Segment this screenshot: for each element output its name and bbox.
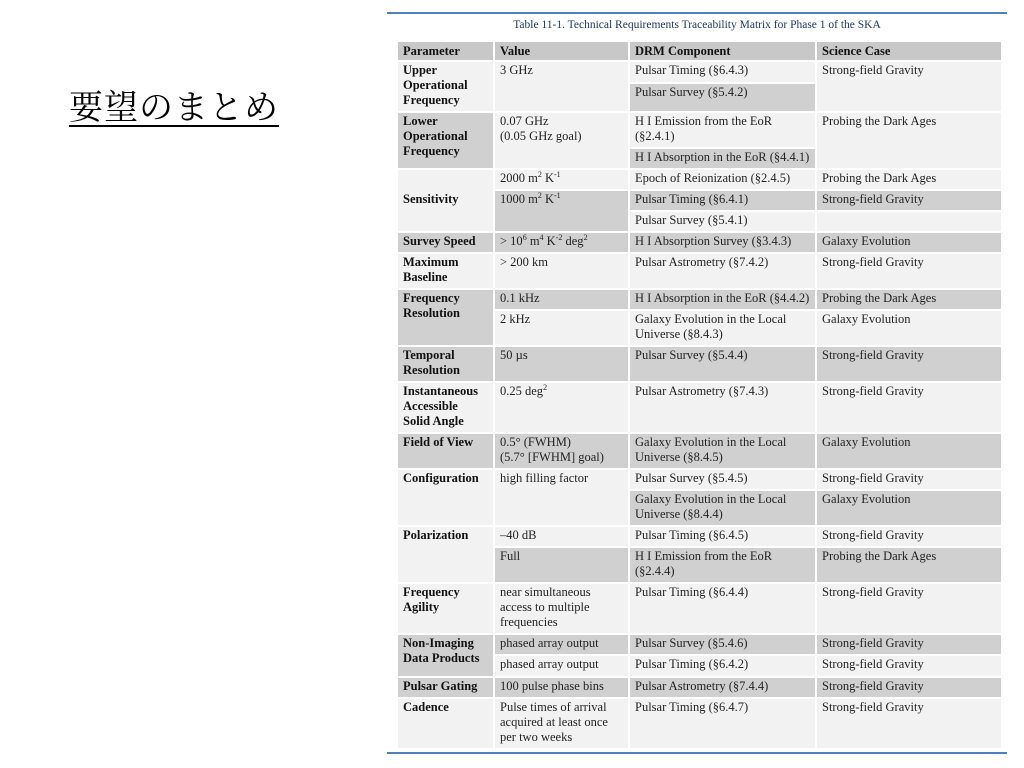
drm-cell: Pulsar Timing (§6.4.1) <box>629 190 816 211</box>
param-cell: Cadence <box>397 698 494 749</box>
science-cell: Probing the Dark Ages <box>816 169 1002 190</box>
value-cell: near simultaneous access to multiple frequencies <box>494 583 629 634</box>
value-cell: phased array output <box>494 634 629 655</box>
value-cell: 0.25 deg$^2$ <box>494 382 629 433</box>
value-cell: phased array output <box>494 655 629 677</box>
drm-cell: Pulsar Survey (§5.4.4) <box>629 346 816 382</box>
value-cell: –40 dB <box>494 526 629 547</box>
science-cell: Strong-field Gravity <box>816 346 1002 382</box>
drm-cell: Pulsar Astrometry (§7.4.4) <box>629 677 816 698</box>
science-cell <box>816 211 1002 232</box>
science-cell: Probing the Dark Ages <box>816 547 1002 583</box>
science-cell: Galaxy Evolution <box>816 232 1002 253</box>
value-cell: Pulse times of arrival acquired at least once per two weeks <box>494 698 629 749</box>
header-parameter: Parameter <box>397 41 494 61</box>
param-cell: Temporal Resolution <box>397 346 494 382</box>
table-row <box>397 469 1002 490</box>
drm-cell: Pulsar Timing (§6.4.2) <box>629 655 816 677</box>
drm-cell: Galaxy Evolution in the Local Universe (§8.4.3) <box>629 310 816 346</box>
science-cell: Probing the Dark Ages <box>816 289 1002 310</box>
table-row <box>397 677 1002 698</box>
table-row <box>397 61 1002 83</box>
table-row <box>397 634 1002 655</box>
drm-cell: Pulsar Survey (§5.4.6) <box>629 634 816 655</box>
param-cell: Lower Operational Frequency <box>397 112 494 169</box>
table-row <box>397 232 1002 253</box>
value-cell: 50 µs <box>494 346 629 382</box>
param-cell: Upper Operational Frequency <box>397 61 494 112</box>
value-cell: high filling factor <box>494 469 629 526</box>
table-row <box>397 289 1002 310</box>
table-caption: Table 11-1. Technical Requirements Traceability Matrix for Phase 1 of the SKA <box>513 19 881 31</box>
drm-cell: H I Absorption in the EoR (§4.4.1) <box>629 148 816 169</box>
science-cell: Galaxy Evolution <box>816 433 1002 469</box>
science-cell: Strong-field Gravity <box>816 655 1002 677</box>
value-cell: > 200 km <box>494 253 629 289</box>
table-row <box>397 698 1002 749</box>
science-cell: Strong-field Gravity <box>816 469 1002 490</box>
table-row <box>397 112 1002 148</box>
param-cell: Configuration <box>397 469 494 526</box>
value-cell: 0.1 kHz <box>494 289 629 310</box>
drm-cell: Epoch of Reionization (§2.4.5) <box>629 169 816 190</box>
value-cell: 0.07 GHz (0.05 GHz goal) <box>494 112 629 169</box>
drm-cell: Pulsar Survey (§5.4.1) <box>629 211 816 232</box>
science-cell: Galaxy Evolution <box>816 490 1002 526</box>
value-cell: 2000 $m^2$ $K^{-1}$ <box>494 169 629 190</box>
science-cell: Strong-field Gravity <box>816 382 1002 433</box>
drm-cell: Pulsar Astrometry (§7.4.3) <box>629 382 816 433</box>
science-cell: Strong-field Gravity <box>816 526 1002 547</box>
document-image <box>387 10 1007 758</box>
header-drm-component: DRM Component <box>629 41 816 61</box>
param-cell: Non-Imaging Data Products <box>397 634 494 677</box>
drm-cell: H I Absorption Survey (§3.4.3) <box>629 232 816 253</box>
value-cell: 100 pulse phase bins <box>494 677 629 698</box>
value-cell: > $10^6$ $m^4$ $K^{-2}$ deg$^2$ <box>494 232 629 253</box>
param-cell: Pulsar Gating <box>397 677 494 698</box>
param-cell: Polarization <box>397 526 494 583</box>
param-cell: Field of View <box>397 433 494 469</box>
drm-cell: Pulsar Survey (§5.4.2) <box>629 83 816 112</box>
drm-cell: Pulsar Timing (§6.4.3) <box>629 61 816 83</box>
param-cell: Survey Speed <box>397 232 494 253</box>
param-cell: Frequency Resolution <box>397 289 494 346</box>
param-cell: Sensitivity <box>397 169 494 232</box>
table-row <box>397 433 1002 469</box>
table-row <box>397 583 1002 634</box>
drm-cell: Pulsar Timing (§6.4.4) <box>629 583 816 634</box>
science-cell: Probing the Dark Ages <box>816 112 1002 169</box>
value-cell: 2 kHz <box>494 310 629 346</box>
drm-cell: H I Absorption in the EoR (§4.4.2) <box>629 289 816 310</box>
table-row <box>397 526 1002 547</box>
science-cell: Galaxy Evolution <box>816 310 1002 346</box>
table-row <box>397 346 1002 382</box>
param-cell: Instantaneous Accessible Solid Angle <box>397 382 494 433</box>
drm-cell: Pulsar Timing (§6.4.7) <box>629 698 816 749</box>
table-row <box>397 382 1002 433</box>
table-row <box>397 169 1002 190</box>
drm-cell: Pulsar Astrometry (§7.4.2) <box>629 253 816 289</box>
drm-cell: H I Emission from the EoR (§2.4.4) <box>629 547 816 583</box>
header-value: Value <box>494 41 629 61</box>
drm-cell: Pulsar Timing (§6.4.5) <box>629 526 816 547</box>
value-cell: 3 GHz <box>494 61 629 112</box>
drm-cell: H I Emission from the EoR (§2.4.1) <box>629 112 816 148</box>
drm-cell: Galaxy Evolution in the Local Universe (§8.4.4) <box>629 490 816 526</box>
value-cell: 0.5° (FWHM) (5.7° [FWHM] goal) <box>494 433 629 469</box>
bottom-rule <box>387 752 1007 754</box>
slide-title: 要望のまとめ <box>69 88 279 128</box>
science-cell: Strong-field Gravity <box>816 634 1002 655</box>
top-rule <box>387 12 1007 14</box>
value-cell: 1000 $m^2$ $K^{-1}$ <box>494 190 629 232</box>
requirements-table <box>396 40 1003 750</box>
header-science-case: Science Case <box>816 41 1002 61</box>
science-cell: Strong-field Gravity <box>816 253 1002 289</box>
param-cell: Frequency Agility <box>397 583 494 634</box>
drm-cell: Galaxy Evolution in the Local Universe (§8.4.5) <box>629 433 816 469</box>
science-cell: Strong-field Gravity <box>816 190 1002 211</box>
science-cell: Strong-field Gravity <box>816 677 1002 698</box>
science-cell: Strong-field Gravity <box>816 583 1002 634</box>
science-cell: Strong-field Gravity <box>816 61 1002 112</box>
param-cell: Maximum Baseline <box>397 253 494 289</box>
table-row <box>397 253 1002 289</box>
drm-cell: Pulsar Survey (§5.4.5) <box>629 469 816 490</box>
value-cell: Full <box>494 547 629 583</box>
science-cell: Strong-field Gravity <box>816 698 1002 749</box>
table-header-row <box>397 41 1002 61</box>
